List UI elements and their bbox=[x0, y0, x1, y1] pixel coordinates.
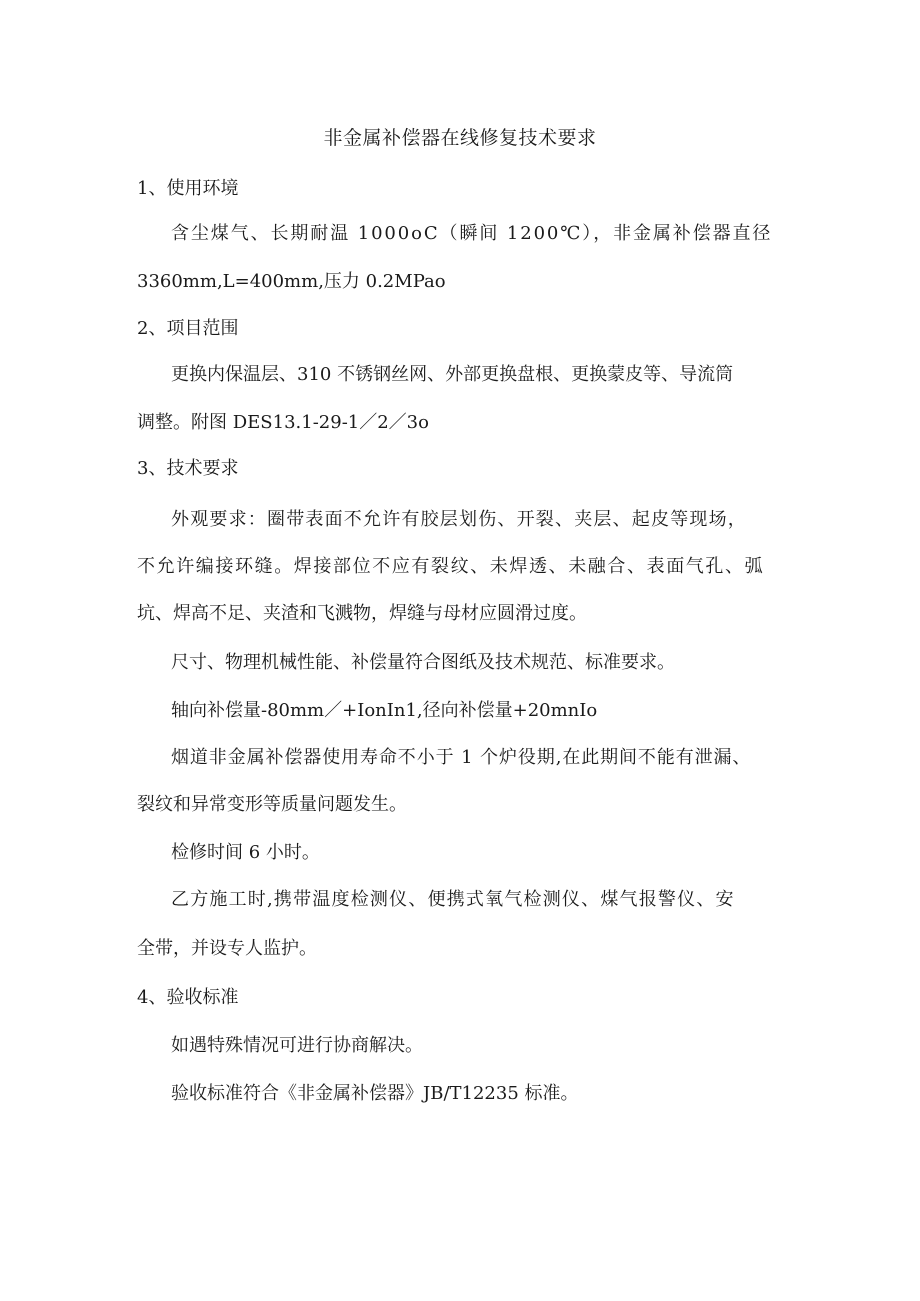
paragraph-line: 裂纹和异常变形等质量问题发生。 bbox=[137, 794, 407, 815]
section-heading-technical-requirements: 3、技术要求 bbox=[137, 458, 239, 479]
paragraph-line: 外观要求：圈带表面不允许有胶层划伤、开裂、夹层、起皮等现场， bbox=[171, 509, 747, 530]
paragraph-line: 验收标准符合《非金属补偿器》JB/T12235 标准。 bbox=[171, 1083, 579, 1104]
paragraph-line: 轴向补偿量-80mm／+IonIn1,径向补偿量+20mnIo bbox=[171, 700, 598, 721]
paragraph-line: 调整。附图 DES13.1-29-1／2／3o bbox=[137, 412, 429, 433]
paragraph-line: 3360mm,L=400mm,压力 0.2MPao bbox=[137, 271, 446, 292]
paragraph-line: 乙方施工时,携带温度检测仪、便携式氧气检测仪、煤气报警仪、安 bbox=[171, 889, 735, 910]
paragraph-line: 全带，并设专人监护。 bbox=[137, 938, 317, 959]
section-heading-environment: 1、使用环境 bbox=[137, 178, 239, 199]
section-heading-acceptance: 4、验收标准 bbox=[137, 987, 239, 1008]
paragraph-line: 更换内保温层、310 不锈钢丝网、外部更换盘根、更换蒙皮等、导流筒 bbox=[171, 364, 734, 385]
paragraph-line: 尺寸、物理机械性能、补偿量符合图纸及技术规范、标准要求。 bbox=[171, 652, 675, 673]
paragraph-line: 不允许编接环缝。焊接部位不应有裂纹、未焊透、未融合、表面气孔、弧 bbox=[137, 556, 765, 577]
paragraph-line: 坑、焊高不足、夹渣和飞溅物，焊缝与母材应圆滑过度。 bbox=[137, 603, 587, 624]
paragraph-line: 检修时间 6 小时。 bbox=[171, 842, 320, 863]
paragraph-line: 如遇特殊情况可进行协商解决。 bbox=[171, 1035, 423, 1056]
document-title: 非金属补偿器在线修复技术要求 bbox=[323, 127, 597, 149]
paragraph-line: 烟道非金属补偿器使用寿命不小于 1 个炉役期,在此期间不能有泄漏、 bbox=[171, 747, 752, 768]
paragraph-line: 含尘煤气、长期耐温 1000oC（瞬间 1200℃），非金属补偿器直径 bbox=[171, 223, 773, 244]
section-heading-scope: 2、项目范围 bbox=[137, 318, 239, 339]
